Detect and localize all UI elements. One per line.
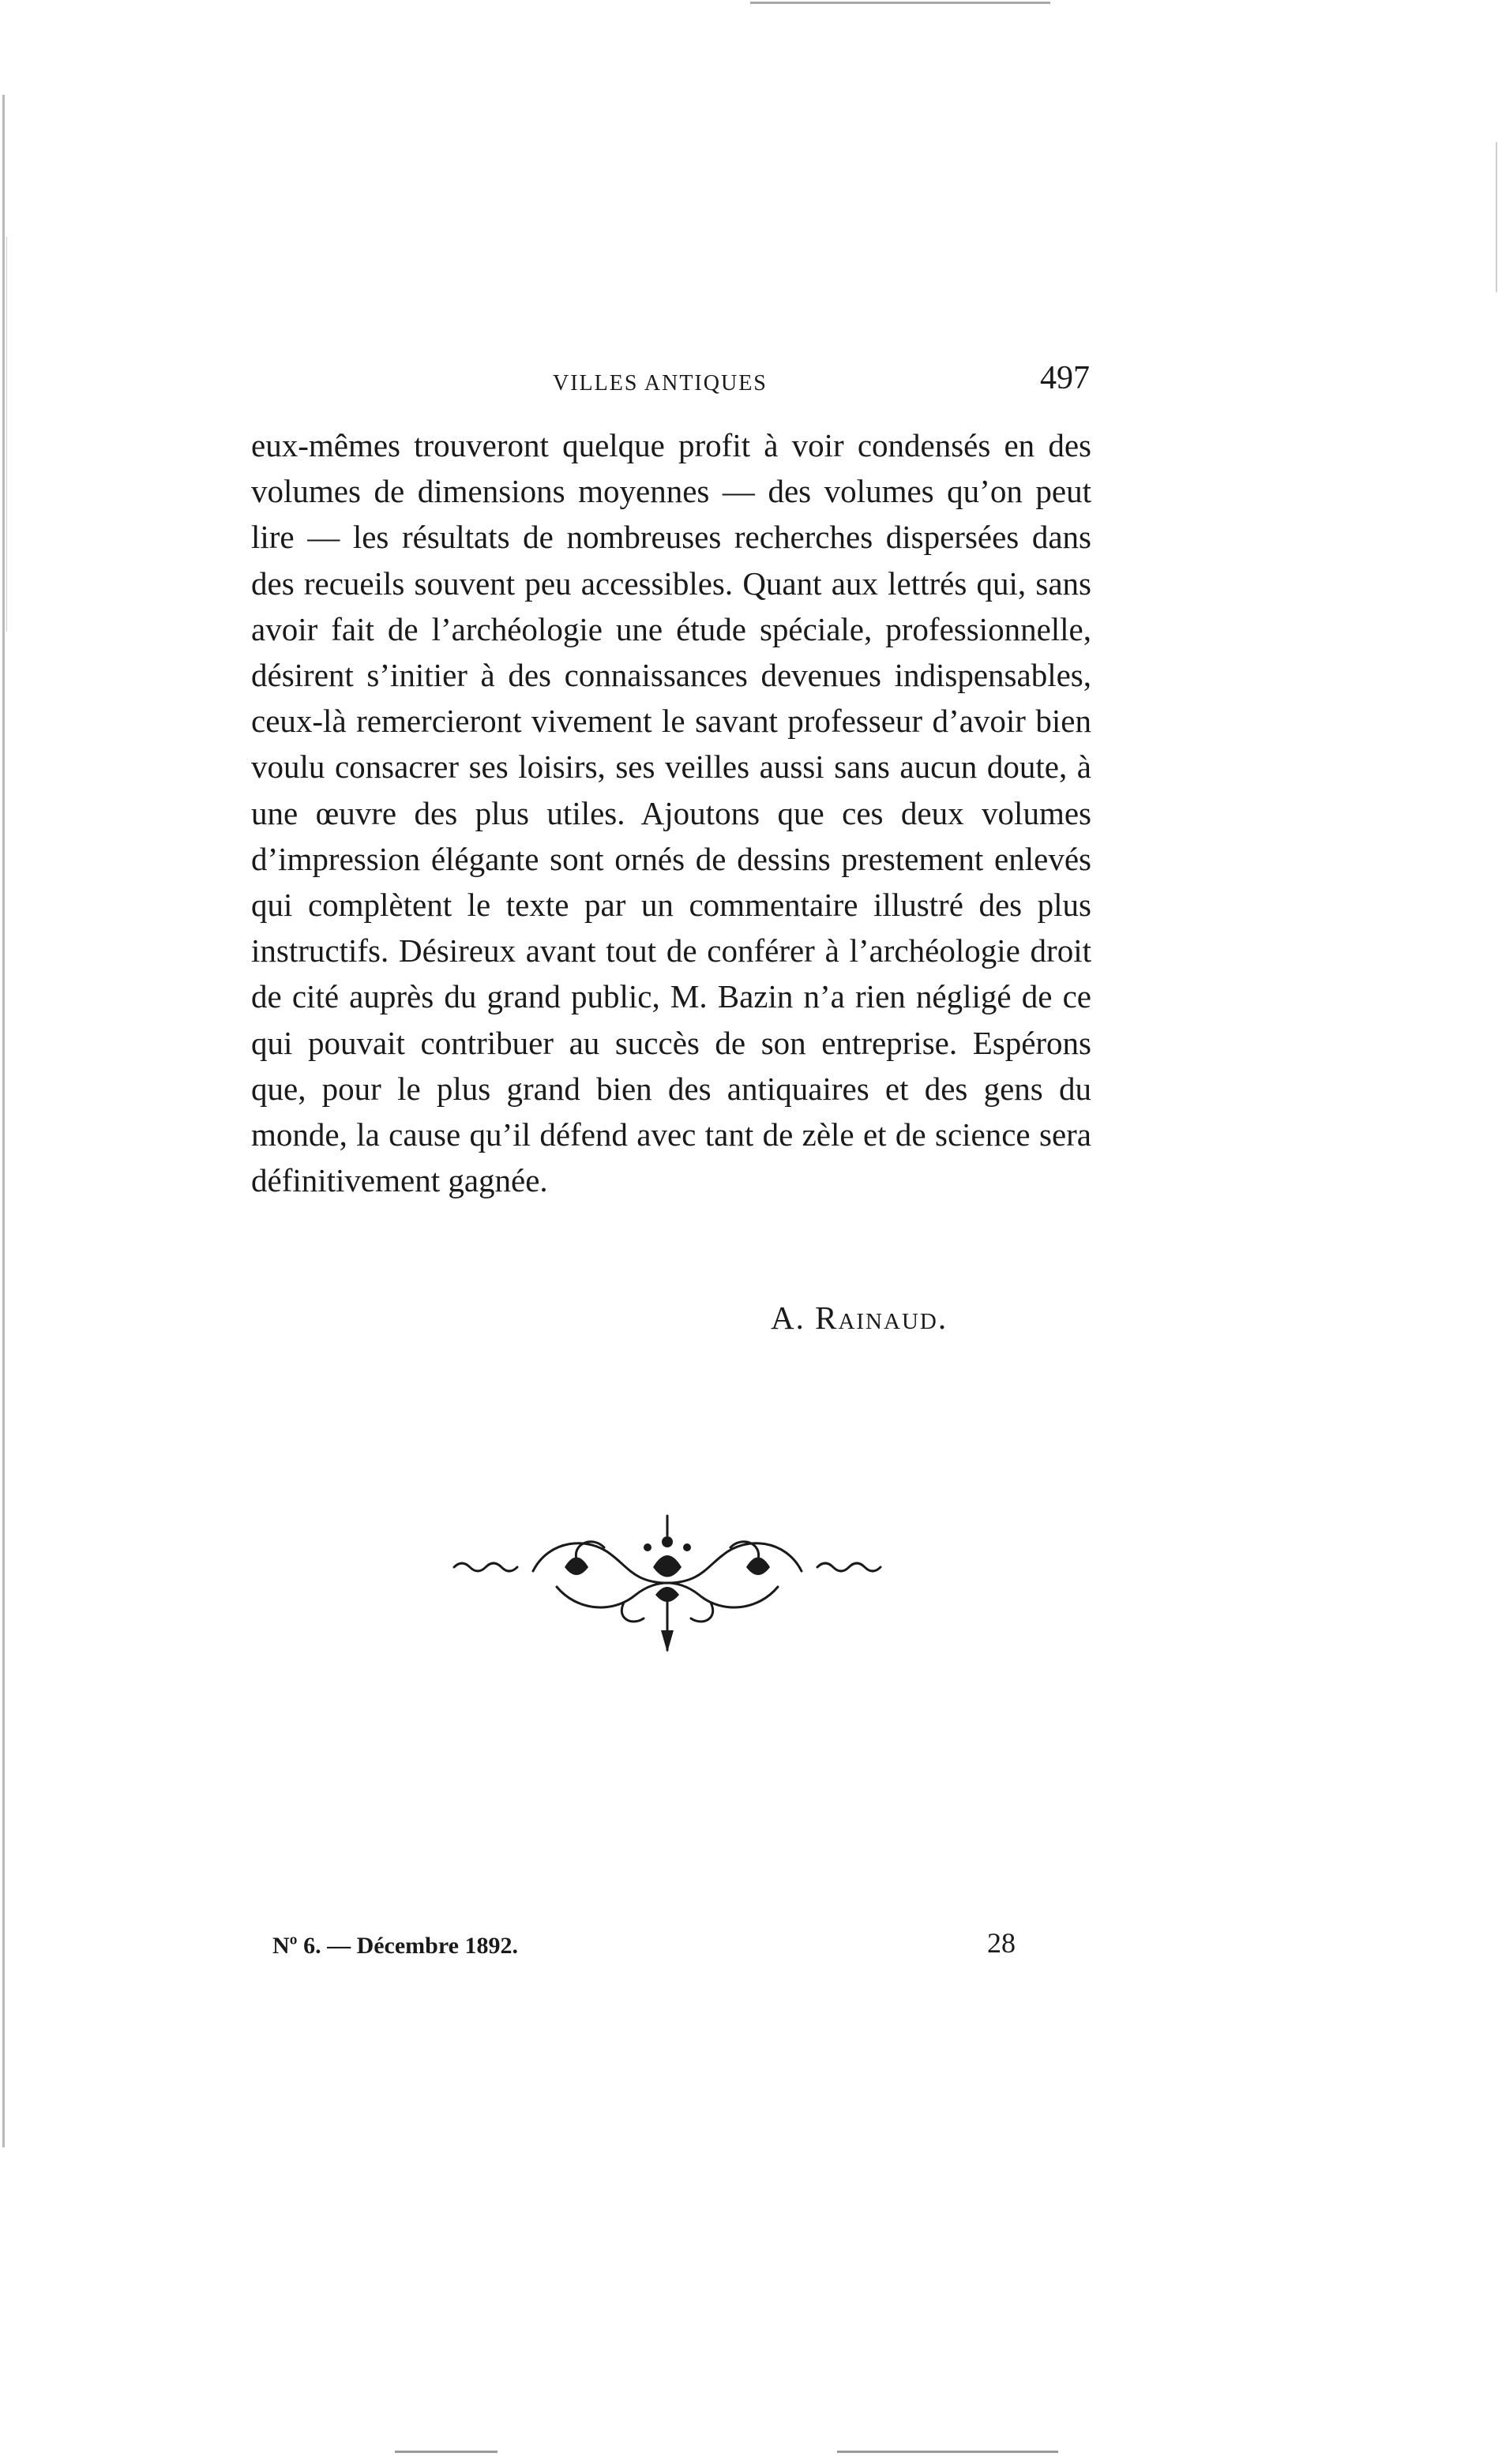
- body-paragraph: eux-mêmes trouveront quelque profit à voir condensés en des volumes de dimensions moyennes — des volumes qu’on peut lire — les résultats de nombreuses recherches dispersées dans des recueils souvent peu accessibles. Quant aux lettrés qui, sans avoir fait de l’archéologie une étude spéciale, professionnelle, désirent s’initier à des connaissances devenues indispensables, ceux-là remercieront vivement le savant professeur d’avoir bien voulu consacrer ses loisirs, ses veilles aussi sans aucun doute, à une œuvre des plus utiles. Ajoutons que ces deux volumes d’impression élégante sont ornés de dessins prestement enlevés qui complètent le texte par un commentaire illustré des plus instructifs. Désireux avant tout de conférer à l’archéologie droit de cité auprès du grand public, M. Bazin n’a rien négligé de ce qui pouvait contribuer au succès de son entreprise. Espérons que, pour le plus grand bien des antiquaires et des gens du monde, la cause qu’il défend avec tant de zèle et de science sera définitivement gagnée.: [251, 427, 1091, 1199]
- scan-edge-bottom-right: [837, 2451, 1058, 2453]
- page-number: 497: [1040, 360, 1090, 396]
- fleuron-ornament-icon: [446, 1512, 888, 1654]
- scan-edge-left: [2, 95, 5, 2147]
- printer-signature-mark: 28: [987, 1927, 1016, 1959]
- scan-edge-left-inner: [6, 237, 7, 632]
- scan-edge-top: [750, 2, 1050, 4]
- page-header: [253, 359, 1090, 407]
- running-title: VILLES ANTIQUES: [553, 371, 768, 396]
- scan-edge-right: [1496, 142, 1497, 292]
- scan-edge-bottom: [395, 2451, 498, 2453]
- issue-note: Nº 6. — Décembre 1892.: [272, 1933, 518, 1959]
- author-signature: A. Rainaud.: [771, 1300, 948, 1336]
